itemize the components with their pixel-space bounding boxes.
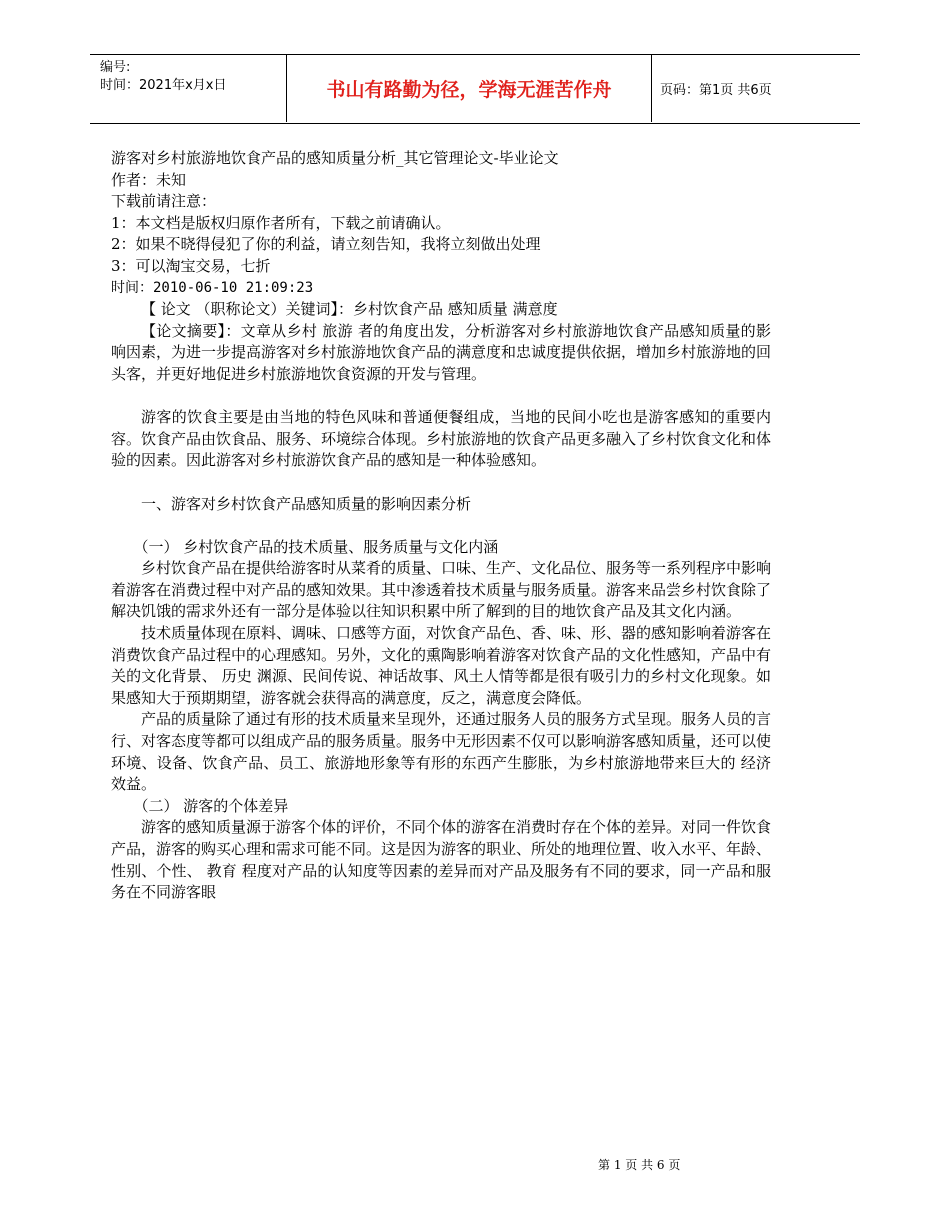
serial-label: 编号: (100, 60, 131, 75)
doc-author: 作者：未知 (111, 170, 187, 189)
spacer (111, 386, 771, 408)
body-paragraph: 乡村饮食产品在提供给游客时从菜肴的质量、口味、生产、文化品位、服务等一系列程序中影响着游客在消费过程中对产品的感知效果。其中渗透着技术质量与服务质量。游客来品尝乡村饮食除了解决饥饿的需求外还有一部分是体验以往知识积累中所了解到的目的地饮食产品及其文化内涵。 (111, 559, 772, 621)
abstract: 【论文摘要】：文章从乡村 旅游 者的角度出发，分析游客对乡村旅游地饮食产品感知质量的影响因素，为进一步提高游客对乡村旅游地饮食产品的满意度和忠诚度提供依据，增加乡村旅游地的回头客，并更好地促进乡村旅游地饮食资源的开发与管理。 (111, 321, 772, 383)
spacer (111, 515, 771, 537)
notice-item-1: 1：本文档是版权归原作者所有，下载之前请确认。 (111, 213, 451, 232)
notice-heading: 下载前请注意： (111, 192, 217, 211)
spacer (111, 472, 771, 494)
page-footer: 第 1 页 共 6 页 (598, 1158, 681, 1172)
body-paragraph: 游客的感知质量源于游客个体的评价，不同个体的游客在消费时存在个体的差异。对同一件饮食产品，游客的购买心理和需求可能不同。这是因为游客的职业、所处的地理位置、收入水平、年龄、性别、个性、 教育 程度对产品的认知度等因素的差异而对产品及服务有不同的要求，同一产品和服务在不同游客眼 (111, 818, 772, 902)
subsection-heading: （一） 乡村饮食产品的技术质量、服务质量与文化内涵 (133, 537, 499, 556)
page-header (90, 54, 860, 124)
notice-item-3: 3：可以淘宝交易，七折 (111, 256, 271, 275)
header-motto: 书山有路勤为径，学海无涯苦作舟 (286, 55, 652, 122)
header-meta (100, 59, 226, 95)
keywords: 【 论文 （职称论文）关键词】：乡村饮食产品 感知质量 满意度 (141, 300, 558, 319)
intro-paragraph: 游客的饮食主要是由当地的特色风味和普通便餐组成，当地的民间小吃也是游客感知的重要内容。饮食产品由饮食品、服务、环境综合体现。乡村旅游地的饮食产品更多融入了乡村饮食文化和体验的因素。因此游客对乡村旅游饮食产品的感知是一种体验感知。 (111, 408, 772, 470)
body-paragraph: 技术质量体现在原料、调味、口感等方面，对饮食产品色、香、味、形、器的感知影响着游客在消费饮食产品过程中的心理感知。另外，文化的熏陶影响着游客对饮食产品的文化性感知，产品中有关的文化背景、 历史 渊源、民间传说、神话故事、风土人情等都是很有吸引力的乡村文化现象。如果感知大于预期期望，游客就会获得高的满意度，反之，满意度会降低。 (111, 624, 772, 707)
document-body (111, 148, 771, 904)
notice-item-2: 2：如果不晓得侵犯了你的利益，请立刻告知，我将立刻做出处理 (111, 235, 541, 254)
header-page-info: 页码：第1页 共6页 (660, 83, 772, 98)
body-paragraph: 产品的质量除了通过有形的技术质量来呈现外，还通过服务人员的服务方式呈现。服务人员的言行、对客态度等都可以组成产品的服务质量。服务中无形因素不仅可以影响游客感知质量，还可以使环境、设备、饮食产品、员工、旅游地形象等有形的东西产生膨胀，为乡村旅游地带来巨大的 经济 效益。 (111, 710, 772, 794)
doc-time: 时间：2010-06-10 21:09:23 (111, 279, 314, 296)
subsection-heading: （二） 游客的个体差异 (133, 796, 289, 815)
section-heading: 一、游客对乡村饮食产品感知质量的影响因素分析 (141, 494, 472, 513)
doc-title: 游客对乡村旅游地饮食产品的感知质量分析_其它管理论文-毕业论文 (111, 149, 559, 167)
time-label: 时间：2021年x月x日 (100, 78, 227, 93)
